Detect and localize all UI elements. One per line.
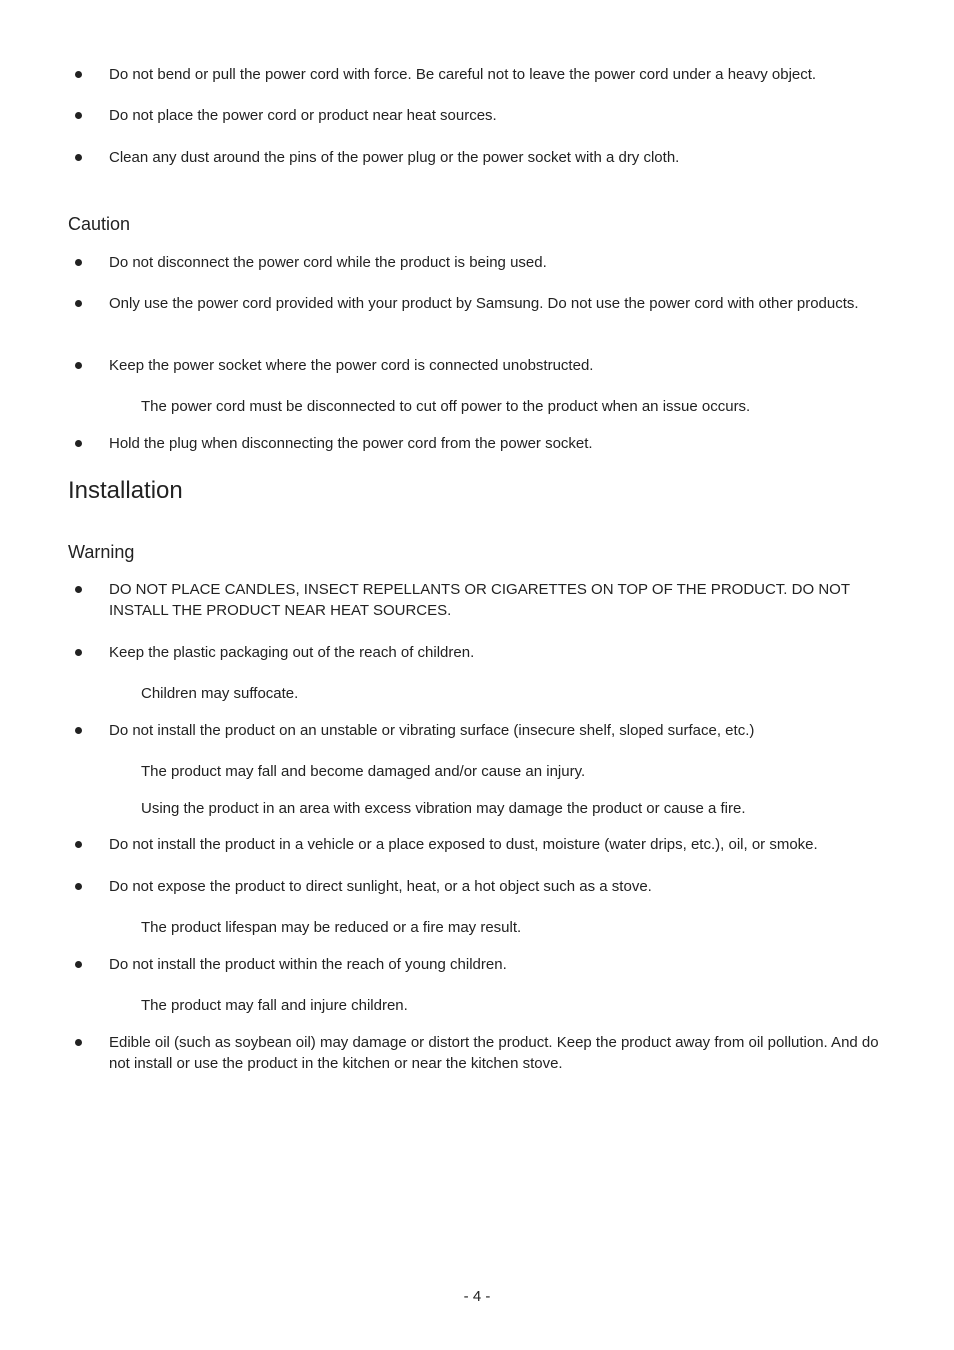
note-text: The product lifespan may be reduced or a fire may result. — [141, 919, 522, 936]
bullet-icon — [75, 1039, 82, 1046]
bullet-icon — [75, 71, 82, 78]
list-item-text: DO NOT PLACE CANDLES, INSECT REPELLANTS OR CIGARETTES ON TOP OF THE PRODUCT. DO NOT INSTALL THE PRODUCT NEAR HEAT SOURCES. — [109, 581, 850, 619]
bullet-icon — [75, 586, 82, 593]
bullet-icon — [75, 649, 82, 656]
list-item — [75, 105, 885, 126]
list-item-text: Keep the plastic packaging out of the reach of children. — [109, 644, 475, 661]
list-item — [75, 147, 885, 168]
list-item — [75, 433, 885, 454]
list-item-text: Clean any dust around the pins of the power plug or the power socket with a dry cloth. — [109, 149, 680, 166]
list-item-text: Do not install the product within the reach of young children. — [109, 956, 507, 973]
list-item-text: Do not bend or pull the power cord with force. Be careful not to leave the power cord under a heavy object. — [109, 66, 817, 83]
page-number: - 4 - — [463, 1288, 491, 1305]
list-item-text: Do not install the product on an unstable or vibrating surface (insecure shelf, sloped surface, etc.) — [109, 722, 755, 739]
list-item — [75, 876, 885, 897]
section-heading-installation: Installation — [68, 477, 183, 504]
bullet-icon — [75, 300, 82, 307]
list-item-text: Do not place the power cord or product near heat sources. — [109, 107, 497, 124]
bullet-icon — [75, 362, 82, 369]
note-text: The product may fall and injure children. — [141, 997, 408, 1014]
bullet-icon — [75, 440, 82, 447]
list-item-text: Edible oil (such as soybean oil) may damage or distort the product. Keep the product away from oil pollution. And do not install or use the product in the kitchen or near the kitchen stove. — [109, 1034, 879, 1072]
bullet-icon — [75, 841, 82, 848]
list-item — [75, 355, 885, 376]
bullet-icon — [75, 154, 82, 161]
list-item-text: Do not disconnect the power cord while the product is being used. — [109, 254, 547, 271]
list-item — [75, 579, 885, 621]
list-item — [75, 834, 885, 855]
list-item-text: Hold the plug when disconnecting the power cord from the power socket. — [109, 435, 593, 452]
note-text: Using the product in an area with excess vibration may damage the product or cause a fire. — [141, 800, 746, 817]
bullet-icon — [75, 961, 82, 968]
list-item — [75, 954, 885, 975]
note-text: The product may fall and become damaged and/or cause an injury. — [141, 763, 586, 780]
bullet-icon — [75, 259, 82, 266]
list-item-text: Only use the power cord provided with your product by Samsung. Do not use the power cord with other products. — [109, 295, 859, 312]
list-item — [75, 252, 885, 273]
list-item-text: Do not expose the product to direct sunlight, heat, or a hot object such as a stove. — [109, 878, 652, 895]
list-item-text: Do not install the product in a vehicle or a place exposed to dust, moisture (water drips, etc.), oil, or smoke. — [109, 836, 818, 853]
bullet-icon — [75, 883, 82, 890]
list-item — [75, 642, 885, 663]
warning-heading: Warning — [68, 542, 135, 562]
list-item — [75, 293, 885, 314]
bullet-icon — [75, 112, 82, 119]
list-item — [75, 64, 885, 85]
bullet-icon — [75, 727, 82, 734]
list-item — [75, 720, 885, 741]
list-item-text: Keep the power socket where the power cord is connected unobstructed. — [109, 357, 594, 374]
note-text: Children may suffocate. — [141, 685, 299, 702]
note-text: The power cord must be disconnected to cut off power to the product when an issue occurs. — [141, 398, 751, 415]
caution-heading: Caution — [68, 214, 131, 234]
list-item — [75, 1032, 885, 1074]
